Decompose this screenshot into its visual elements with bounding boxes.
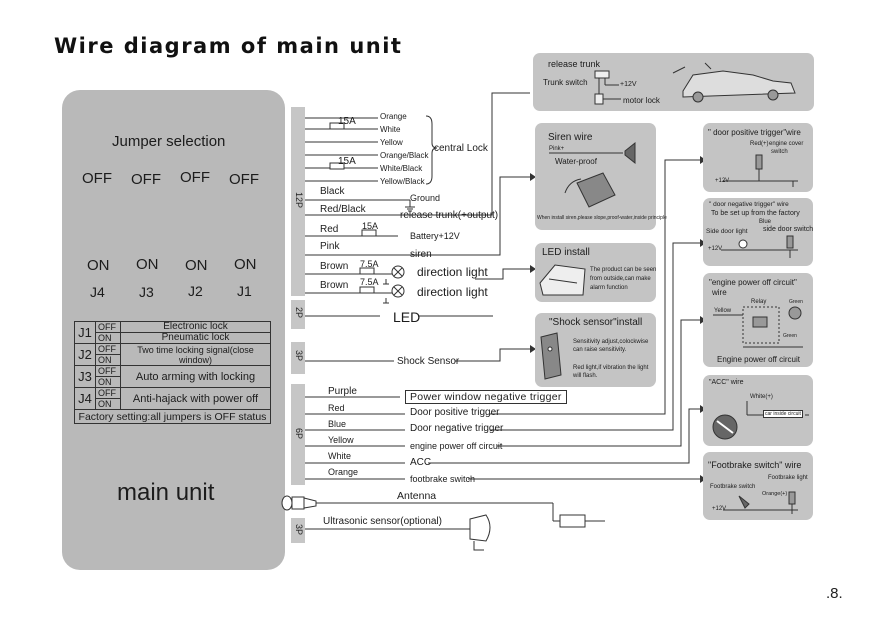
jumper-off-state: OFF xyxy=(229,171,259,188)
main-unit-label: main unit xyxy=(117,479,215,506)
direction-light-label: direction light xyxy=(417,265,488,279)
fuse-15a-label: 15A xyxy=(338,156,356,167)
red-wire-label: Red(+) xyxy=(750,141,769,147)
door-positive-trigger-box xyxy=(703,123,813,192)
box-title: " door negative trigger" wire xyxy=(709,201,789,208)
engine-power-off-circuit-label: Engine power off circuit xyxy=(717,355,801,364)
jumper-off: OFF xyxy=(96,388,121,399)
led-label: LED xyxy=(393,309,421,325)
fuse-7-5a-label: 7.5A xyxy=(360,259,379,269)
door-switch-icon xyxy=(703,123,813,192)
door-light-icon xyxy=(703,198,813,266)
v12-label: +12V xyxy=(708,246,723,252)
motor-lock-label: motor lock xyxy=(623,96,660,105)
jumper-on: ON xyxy=(96,333,121,344)
wire-label: Yellow xyxy=(328,435,354,445)
jumper-label: J1 xyxy=(237,283,252,299)
trunk-switch-label: Trunk switch xyxy=(543,78,588,87)
jumper-on: ON xyxy=(96,399,121,410)
door-negative-trigger-label: Door negative trigger xyxy=(410,423,504,434)
door-positive-trigger-label: Door positive trigger xyxy=(410,407,500,418)
connector-12p-label: 12P xyxy=(294,192,304,209)
jumper-on-state: ON xyxy=(234,256,257,273)
box-subtitle: To be set up from the factory xyxy=(711,210,800,217)
v12-label: +12V xyxy=(712,506,727,512)
engine-cover-label: engine cover xyxy=(769,141,804,147)
connector-6p-label: 6P xyxy=(294,428,304,440)
orange-wire-label: Orange(+) xyxy=(762,491,788,497)
wire-label: White xyxy=(328,451,352,461)
footbrake-switch-box xyxy=(703,452,813,520)
jumper-off-state: OFF xyxy=(82,170,112,187)
wire-label: Orange xyxy=(328,467,359,477)
jumper-off-description: Electronic lock xyxy=(121,322,271,333)
connector-2p-label: 2P xyxy=(294,307,304,319)
jumper-id: J2 xyxy=(75,344,96,366)
green-wire-label: Green xyxy=(783,333,797,339)
jumper-on-state: ON xyxy=(185,257,208,274)
ignition-key-icon xyxy=(703,375,813,446)
jumper-off: OFF xyxy=(96,344,121,355)
jumper-off: OFF xyxy=(96,322,121,333)
shock-sensor-label: Shock Sensor xyxy=(397,356,460,367)
direction-light-label: direction light xyxy=(417,285,488,299)
battery-label: Battery+12V xyxy=(410,231,460,241)
wire-label: Brown xyxy=(320,261,349,272)
pink-label: Pink+ xyxy=(549,146,565,152)
wire-label: Blue xyxy=(328,419,347,429)
wire-label: Orange xyxy=(380,112,407,121)
antenna-label: Antenna xyxy=(397,490,437,502)
led-note: alarm function xyxy=(590,285,628,291)
shock-sensor-box xyxy=(535,313,656,387)
box-title: wire xyxy=(712,288,727,297)
wire-label: Yellow/Black xyxy=(380,177,425,186)
box-title: "Shock sensor"install xyxy=(549,317,643,328)
jumper-on-description: Pneumatic lock xyxy=(121,333,271,344)
ultrasonic-sensor-label: Ultrasonic sensor(optional) xyxy=(323,516,442,527)
wire-label: Yellow xyxy=(380,138,403,147)
brake-pedal-icon xyxy=(703,452,813,520)
jumper-factory-setting: Factory setting:all jumpers is OFF status xyxy=(75,410,271,424)
wire-label: Brown xyxy=(320,280,349,291)
led-install-box xyxy=(535,243,656,302)
box-title: release trunk xyxy=(548,59,601,69)
jumper-on: ON xyxy=(96,377,121,388)
shock-note: Red light,if vibration the light xyxy=(573,365,649,371)
footbrake-switch-label: footbrake switch xyxy=(410,474,476,484)
siren-label: siren xyxy=(410,249,432,260)
shock-note: Sensitivity adjust,colockwise xyxy=(573,339,649,345)
jumper-description: Two time locking signal(close window) xyxy=(121,344,271,366)
release-trunk-output-label: release trunk(+output) xyxy=(400,210,499,221)
wire-label: Red xyxy=(328,403,345,413)
acc-label: ACC xyxy=(410,457,432,468)
wire-label: White xyxy=(380,125,401,134)
jumper-id: J3 xyxy=(75,366,96,388)
car-trunk-icon xyxy=(533,53,814,111)
wire-label: Orange/Black xyxy=(380,151,429,160)
side-door-switch-label: side door switch xyxy=(763,226,814,233)
jumper-off-state: OFF xyxy=(180,169,210,186)
v12-label: +12V xyxy=(715,178,730,184)
siren-box xyxy=(535,123,667,230)
white-wire-label: White(+) xyxy=(750,394,773,400)
page-title: Wire diagram of main unit xyxy=(54,34,403,58)
jumper-off-state: OFF xyxy=(131,171,161,188)
wire-label: Purple xyxy=(328,386,357,397)
jumper-off: OFF xyxy=(96,366,121,377)
fuse-15a-label: 15A xyxy=(338,116,356,127)
side-door-light-label: Side door light xyxy=(706,228,748,235)
footbrake-light-label: Footbrake light xyxy=(768,475,808,481)
fuse-15a-label: 15A xyxy=(362,221,379,231)
shock-note: will flash. xyxy=(573,373,598,379)
engine-power-off-box xyxy=(703,273,813,367)
box-title: "Footbrake switch" wire xyxy=(708,460,802,470)
footbrake-switch-label: Footbrake switch xyxy=(710,484,756,490)
box-title: " door positive trigger"wire xyxy=(708,128,801,137)
connector-3p-ultrasonic-label: 3P xyxy=(294,524,304,536)
wire-label: White/Black xyxy=(380,164,423,173)
fuse-7-5a-label: 7.5A xyxy=(360,277,379,287)
siren-note: When install siren,please slope,proof-water,inside principle xyxy=(537,215,667,221)
shock-note: can raise sensitivity. xyxy=(573,347,627,353)
jumper-description: Anti-hajack with power off xyxy=(121,388,271,410)
connector-3p-label: 3P xyxy=(294,350,304,362)
wire-label: Black xyxy=(320,186,345,197)
box-title: "engine power off circuit" xyxy=(709,278,797,287)
power-window-trigger-label: Power window negative trigger xyxy=(405,390,567,404)
jumper-on-state: ON xyxy=(87,257,110,274)
wire-label: Pink xyxy=(320,241,340,252)
yellow-wire-label: Yellow xyxy=(714,308,732,314)
acc-wire-box xyxy=(703,375,813,446)
central-lock-label: central Lock xyxy=(434,143,488,154)
engine-power-off-label: engine power off circuit xyxy=(410,441,503,451)
jumper-description: Auto arming with locking xyxy=(121,366,271,388)
relay-icon xyxy=(703,273,813,367)
led-note: The product can be seen xyxy=(590,267,657,273)
car-inside-circuit-label: car inside circuit xyxy=(765,411,801,417)
relay-label: Relay xyxy=(751,299,767,305)
engine-cover-label: switch xyxy=(771,149,788,155)
wire-label: Red/Black xyxy=(320,204,366,215)
jumper-id: J4 xyxy=(75,388,96,410)
jumper-label: J3 xyxy=(139,284,154,300)
release-trunk-box xyxy=(533,53,814,111)
jumper-selection-title: Jumper selection xyxy=(112,133,226,150)
jumper-id: J1 xyxy=(75,322,96,344)
page-number: .8. xyxy=(826,585,843,602)
dashboard-icon xyxy=(535,243,656,302)
green-wire-label: Green xyxy=(789,299,803,305)
door-negative-trigger-box xyxy=(703,198,813,266)
jumper-label: J2 xyxy=(188,283,203,299)
shock-sensor-icon xyxy=(535,313,656,387)
siren-icon xyxy=(535,123,656,230)
jumper-label: J4 xyxy=(90,284,105,300)
blue-wire-label: Blue xyxy=(759,219,772,225)
box-title: "ACC" wire xyxy=(709,379,744,386)
wire-label: Red xyxy=(320,224,339,235)
v12-label: +12V xyxy=(620,81,637,88)
jumper-on-state: ON xyxy=(136,256,159,273)
jumper-on: ON xyxy=(96,355,121,366)
led-note: from outside,can make xyxy=(590,276,651,282)
box-title: LED install xyxy=(542,247,590,258)
waterproof-label: Water-proof xyxy=(555,157,597,166)
box-title: Siren wire xyxy=(548,132,593,143)
ground-label: Ground xyxy=(410,193,441,203)
